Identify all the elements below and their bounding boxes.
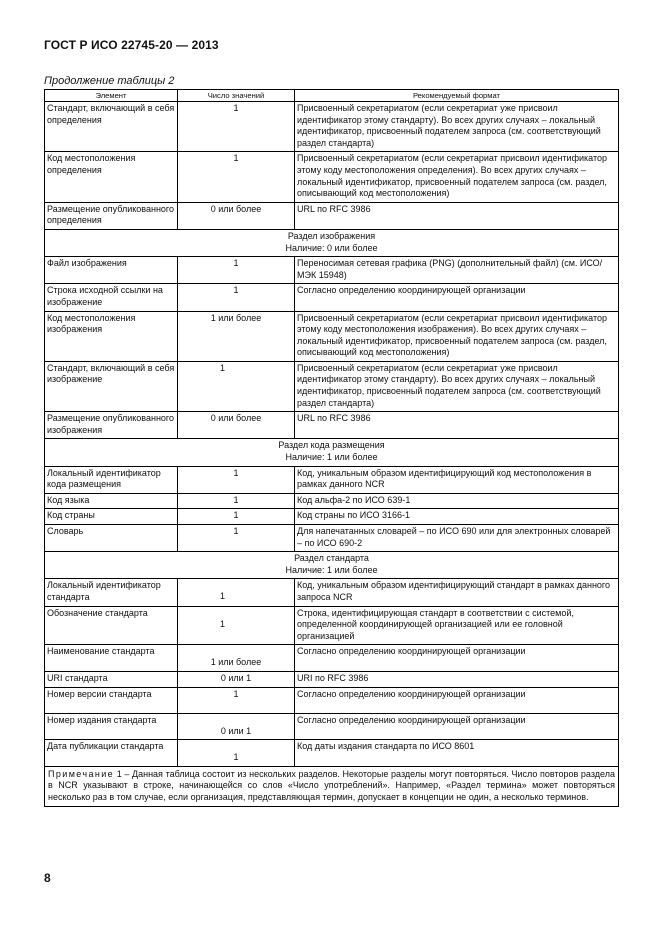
cell-count: 0 или 1 <box>178 671 295 687</box>
cell-format: URL по RFC 3986 <box>295 412 619 439</box>
cell-format: Присвоенный секретариатом (если секретариат уже присвоил идентификатор этому стандарту). Во всех других случаях – локальный идентификатор, присвоенный подателем запроса (см. соответствующий раздел стандарта) <box>295 361 619 411</box>
cell-element: Код местоположения изображения <box>45 311 178 361</box>
section-presence: Наличие: 1 или более <box>285 564 378 575</box>
cell-element: Размещение опубликованного изображения <box>45 412 178 439</box>
cell-count-value: 1 <box>220 618 226 629</box>
cell-count <box>178 579 295 606</box>
cell-format: Согласно определению координирующей организации <box>295 687 619 713</box>
cell-element: Код местоположения определения <box>45 152 178 202</box>
column-header-format: Рекомендуемый формат <box>295 90 619 102</box>
cell-count <box>178 645 295 672</box>
cell-element: Словарь <box>45 525 178 552</box>
cell-format: Код альфа-2 по ИСО 639-1 <box>295 493 619 509</box>
section-presence: Наличие: 0 или более <box>285 242 378 253</box>
table-row <box>45 284 619 311</box>
cell-format: Код, уникальным образом идентифицирующий код местоположения в рамках данного NCR <box>295 466 619 493</box>
cell-format: Строка, идентифицирующая стандарт в соответствии с системой, определенной координирующей организацией или ее головной организацией <box>295 606 619 645</box>
section-row <box>45 552 619 579</box>
cell-count: 1 <box>178 525 295 552</box>
cell-element: Стандарт, включающий в себя изображение <box>45 361 178 411</box>
section-title: Раздел стандарта <box>294 553 369 564</box>
cell-format: Присвоенный секретариатом (если секретариат присвоил идентификатор этому коду местоположения определения). Во всех других случаях – локальный идентификатор, присвоенный подателем запроса (см. раздел, описывающий код местоположения) <box>295 152 619 202</box>
cell-count: 0 или более <box>178 202 295 229</box>
cell-element: Файл изображения <box>45 257 178 284</box>
section-heading-location-code <box>45 439 619 466</box>
cell-count-value: 1 <box>233 752 239 763</box>
section-row <box>45 229 619 256</box>
cell-count: 1 <box>178 361 295 411</box>
cell-element: Наименование стандарта <box>45 645 178 672</box>
cell-format: Согласно определению координирующей организации <box>295 713 619 740</box>
cell-element: Номер издания стандарта <box>45 713 178 740</box>
cell-format: Код даты издания стандарта по ИСО 8601 <box>295 740 619 767</box>
cell-element: Дата публикации стандарта <box>45 740 178 767</box>
cell-format: Код страны по ИСО 3166-1 <box>295 509 619 525</box>
table-row <box>45 525 619 552</box>
cell-count: 1 <box>178 102 295 152</box>
cell-count: 1 <box>178 284 295 311</box>
table-row <box>45 687 619 713</box>
section-row <box>45 439 619 466</box>
column-header-element: Элемент <box>45 90 178 102</box>
cell-count-value: 0 или 1 <box>220 725 252 736</box>
table-row <box>45 579 619 606</box>
cell-format: URI по RFC 3986 <box>295 671 619 687</box>
cell-format: Переносимая сетевая графика (PNG) (дополнительный файл) (см. ИСО/МЭК 15948) <box>295 257 619 284</box>
table-row <box>45 713 619 740</box>
table-row <box>45 102 619 152</box>
note-row <box>45 766 619 806</box>
cell-element: Код языка <box>45 493 178 509</box>
table-container <box>44 89 618 807</box>
section-heading-standard <box>45 552 619 579</box>
cell-element: Локальный идентификатор стандарта <box>45 579 178 606</box>
cell-count: 1 <box>178 687 295 713</box>
cell-element: Строка исходной ссылки на изображение <box>45 284 178 311</box>
cell-count-value: 1 <box>220 591 226 602</box>
cell-element: Локальный идентификатор кода размещения <box>45 466 178 493</box>
cell-element: Стандарт, включающий в себя определения <box>45 102 178 152</box>
table-row <box>45 606 619 645</box>
table-caption: Продолжение таблицы 2 <box>44 75 175 87</box>
note-label: Примечание <box>48 768 115 779</box>
table-row <box>45 257 619 284</box>
table-row <box>45 645 619 672</box>
spec-table <box>44 89 619 807</box>
cell-count: 1 <box>178 509 295 525</box>
document-header: ГОСТ Р ИСО 22745-20 — 2013 <box>44 38 219 52</box>
cell-count: 1 <box>178 493 295 509</box>
cell-count: 1 или более <box>178 311 295 361</box>
cell-count <box>178 713 295 740</box>
table-header-row <box>45 90 619 102</box>
table-row <box>45 311 619 361</box>
section-title: Раздел кода размещения <box>278 440 385 451</box>
table-row <box>45 671 619 687</box>
cell-element: Обозначение стандарта <box>45 606 178 645</box>
cell-count <box>178 606 295 645</box>
cell-count: 1 <box>178 257 295 284</box>
table-row <box>45 202 619 229</box>
cell-count: 1 <box>178 152 295 202</box>
section-presence: Наличие: 1 или более <box>285 452 378 463</box>
cell-format: Присвоенный секретариатом (если секретариат уже присвоил идентификатор этому стандарту). Во всех других случаях – локальный идентификатор, присвоенный подателем запроса (см. соответствующий раздел стандарта) <box>295 102 619 152</box>
column-header-count: Число значений <box>178 90 295 102</box>
note-text: 1 – Данная таблица состоит из нескольких разделов. Некоторые разделы могут повторяться. Число повторов раздела в NCR указывают в строке, начинающейся со слов «Число употреблений». Например, «Раздел термина» может повторяться несколько раз в том случае, если организация, представляющая термин, допускает в концепции не один, а несколько терминов. <box>48 768 615 802</box>
cell-element: Номер версии стандарта <box>45 687 178 713</box>
table-row <box>45 152 619 202</box>
cell-element: Размещение опубликованного определения <box>45 202 178 229</box>
page-number: 8 <box>44 871 51 885</box>
cell-format: Код, уникальным образом идентифицирующий стандарт в рамках данного запроса NCR <box>295 579 619 606</box>
cell-element: Код страны <box>45 509 178 525</box>
table-row <box>45 412 619 439</box>
table-row <box>45 493 619 509</box>
cell-count-value: 1 или более <box>210 657 262 668</box>
cell-count: 0 или более <box>178 412 295 439</box>
cell-format: Согласно определению координирующей организации <box>295 284 619 311</box>
cell-format: URL по RFC 3986 <box>295 202 619 229</box>
table-row <box>45 361 619 411</box>
cell-count: 1 <box>178 466 295 493</box>
section-title: Раздел изображения <box>287 230 376 241</box>
table-note <box>45 766 619 806</box>
cell-format: Для напечатанных словарей – по ИСО 690 или для электронных словарей – по ИСО 690-2 <box>295 525 619 552</box>
table-row <box>45 740 619 767</box>
cell-format: Согласно определению координирующей организации <box>295 645 619 672</box>
section-heading-image <box>45 229 619 256</box>
cell-count <box>178 740 295 767</box>
table-row <box>45 466 619 493</box>
cell-element: URI стандарта <box>45 671 178 687</box>
table-row <box>45 509 619 525</box>
cell-format: Присвоенный секретариатом (если секретариат присвоил идентификатор этому коду местоположения изображения). Во всех других случаях – локальный идентификатор, присвоенный подателем запроса (см. раздел, описывающий код местоположения) <box>295 311 619 361</box>
